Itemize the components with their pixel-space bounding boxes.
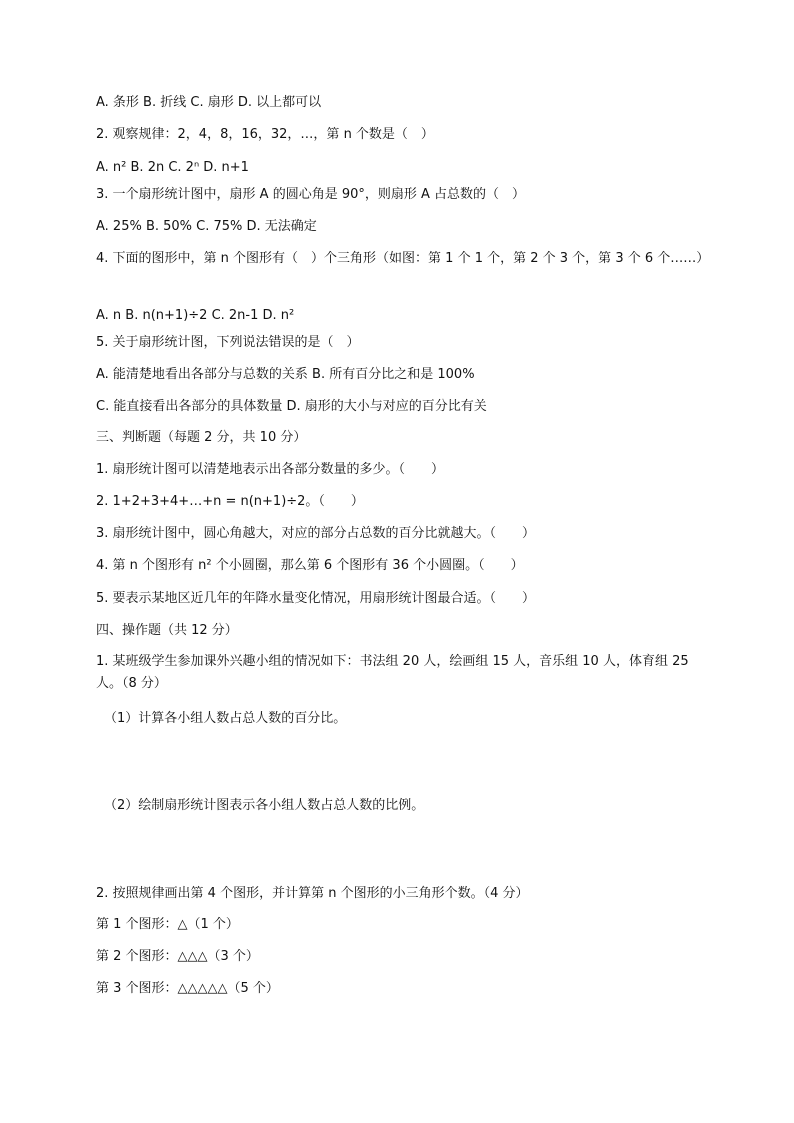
tf-question-2: 2. 1+2+3+4+…+n = n(n+1)÷2。（ ） <box>96 494 364 509</box>
operation-q1-part-2: （2）绘制扇形统计图表示各小组人数占总人数的比例。 <box>104 798 425 813</box>
pattern-figure-1: 第 1 个图形：△（1 个） <box>96 917 239 932</box>
operation-q1-part-1: （1）计算各小组人数占总人数的百分比。 <box>104 711 347 726</box>
operation-question-2: 2. 按照规律画出第 4 个图形，并计算第 n 个图形的小三角形个数。（4 分） <box>96 886 529 901</box>
choice-options-q5-cd: C. 能直接看出各部分的具体数量 D. 扇形的大小与对应的百分比有关 <box>96 399 487 414</box>
question-5-mc: 5. 关于扇形统计图，下列说法错误的是（ ） <box>96 335 360 350</box>
section-heading-operation: 四、操作题（共 12 分） <box>96 623 238 638</box>
pattern-figure-2: 第 2 个图形：△△△（3 个） <box>96 949 259 964</box>
choice-options-prev: A. 条形 B. 折线 C. 扇形 D. 以上都可以 <box>96 95 322 110</box>
choice-options-q5-ab: A. 能清楚地看出各部分与总数的关系 B. 所有百分比之和是 100% <box>96 367 475 382</box>
tf-question-1: 1. 扇形统计图可以清楚地表示出各部分数量的多少。（ ） <box>96 462 445 477</box>
choice-options-q3: A. 25% B. 50% C. 75% D. 无法确定 <box>96 219 317 234</box>
tf-question-3: 3. 扇形统计图中，圆心角越大，对应的部分占总数的百分比就越大。（ ） <box>96 526 536 541</box>
question-3-mc: 3. 一个扇形统计图中，扇形 A 的圆心角是 90°，则扇形 A 占总数的（ ） <box>96 187 526 202</box>
pattern-figure-3: 第 3 个图形：△△△△△（5 个） <box>96 981 279 996</box>
question-4-mc: 4. 下面的图形中，第 n 个图形有（ ）个三角形（如图：第 1 个 1 个，第 2 个 3 个，第 3 个 6 个……） <box>96 251 710 266</box>
tf-question-5: 5. 要表示某地区近几年的年降水量变化情况，用扇形统计图最合适。（ ） <box>96 591 536 606</box>
choice-options-q2: A. n² B. 2n C. 2ⁿ D. n+1 <box>96 160 249 175</box>
question-2-mc: 2. 观察规律：2，4，8，16，32，…，第 n 个数是（ ） <box>96 127 434 142</box>
section-heading-true-false: 三、判断题（每题 2 分，共 10 分） <box>96 430 307 445</box>
operation-question-1: 1. 某班级学生参加课外兴趣小组的情况如下：书法组 20 人，绘画组 15 人，音乐组 10 人，体育组 25 人。（8 分） <box>96 654 689 691</box>
tf-question-4: 4. 第 n 个图形有 n² 个小圆圈，那么第 6 个图形有 36 个小圆圈。（ ） <box>96 558 524 573</box>
choice-options-q4: A. n B. n(n+1)÷2 C. 2n-1 D. n² <box>96 308 295 323</box>
